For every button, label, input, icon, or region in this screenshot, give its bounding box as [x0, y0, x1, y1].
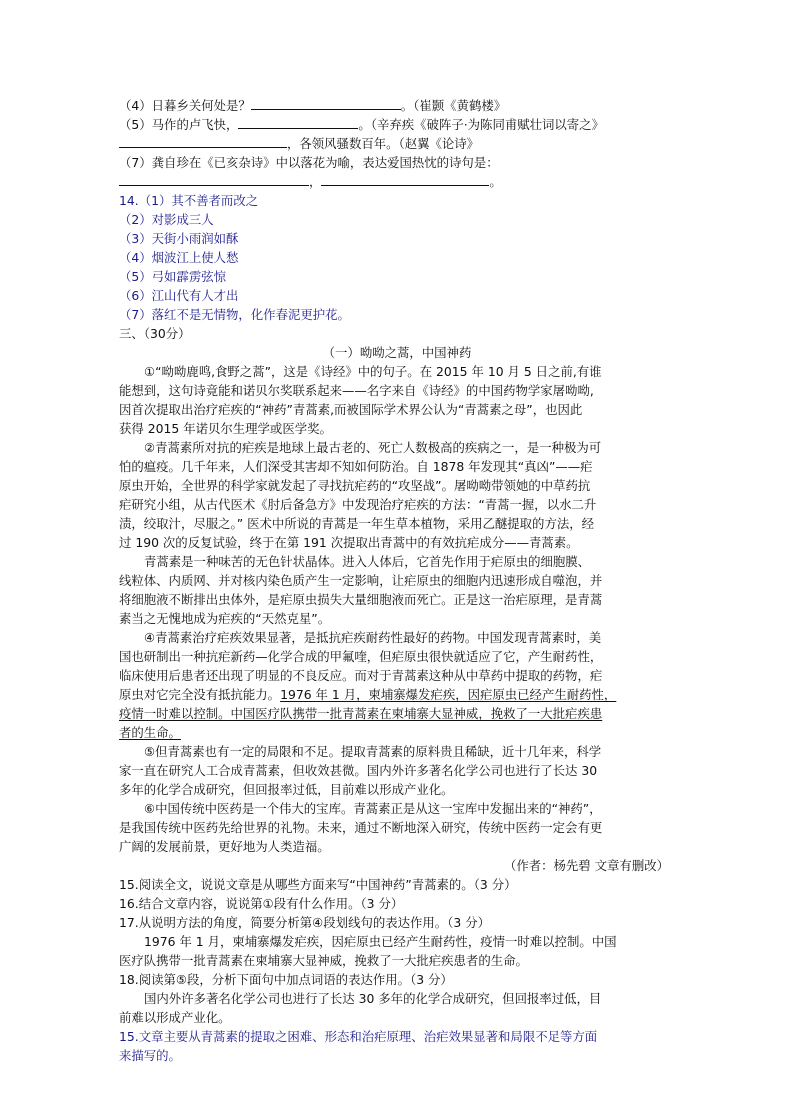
paragraph-2: ②青蒿素所对抗的疟疾是地球上最古老的、死亡人数极高的疾病之一，是一种极为可 怕的瘟疫。几千年来，人们深受其害却不知如何防治。自 1878 年发现其“真凶”——疟 原虫开始，全世界的科学家就发起了寻找抗疟药的“攻坚战”。屠呦呦带领她的中草药抗 疟研究小组，从古代医术《肘后备急方》中发现治疗疟疾的方法：“青蒿一握，以水二升 渍，绞取汁，尽服之。” 医术中所说的青蒿是一年生草本植物，采用乙醚提取的方法，经 过 190 次的反复试验，终于在第 191 次提取出青蒿中的有效抗疟成分——青蒿素。 — [119, 440, 602, 550]
paragraph-1: ①“呦呦鹿鸣,食野之蒿”，这是《诗经》中的句子。在 2015 年 10 月 5 日之前,有谁 能想到，这句诗竟能和诺贝尔奖联系起来——名字来自《诗经》的中国药物学家屠呦呦, 因首次提取出治疗疟疾的“神药”青蒿素,而被国际学术界公认为“青蒿素之母”，也因此 获得 2015 年诺贝尔生理学或医学奖。 — [119, 364, 602, 436]
answer-line: （3）天街小雨润如酥 — [119, 231, 239, 246]
answer-15: 15.文章主要从青蒿素的提取之困难、形态和治疟原理、治疟效果显著和局限不足等方面 — [119, 1029, 598, 1044]
document-page — [119, 96, 675, 1065]
question-17-quote: 1976 年 1 月，柬埔寨爆发疟疾，因疟原虫已经产生耐药性，疫情一时难以控制。中国 — [144, 934, 617, 949]
underlined-sentence: 1976 年 1 月，柬埔寨爆发疟疾，因疟原虫已经产生耐药性， — [280, 687, 617, 702]
underlined-sentence: 者的生命。 — [119, 725, 181, 740]
answer-15: 来描写的。 — [119, 1048, 181, 1063]
answer-line: （4）烟波江上使人愁 — [119, 250, 239, 265]
answer-line: （7）落红不是无情物，化作春泥更护花。 — [119, 307, 350, 322]
section-title: 三、（30分） — [119, 326, 191, 341]
answer-line: 14.（1）其不善者而改之 — [119, 193, 259, 208]
article-author: （作者：杨先碧 文章有删改） — [503, 858, 669, 873]
question-18: 18.阅读第⑤段，分析下面句中加点词语的表达作用。（3 分） — [119, 972, 453, 987]
paragraph-3: 青蒿素是一种味苦的无色针状晶体。进入人体后，它首先作用于疟原虫的细胞膜、 线粒体、内质网、并对核内染色质产生一定影响，让疟原虫的细胞内迅速形成自噬泡，并 将细胞液不断排出虫体外，是疟原虫损失大量细胞液而死亡。正是这一治疟原理，是青蒿 素当之无愧地成为疟疾的“天然克星”。 — [119, 554, 603, 626]
paragraph-6: ⑥中国传统中医药是一个伟大的宝库。青蒿素正是从这一宝库中发掘出来的“神药”， 是我国传统中医药先给世界的礼物。未来，通过不断地深入研究，传统中医药一定会有更 广阔的发展前景，更好地为人类造福。 — [119, 801, 603, 854]
answer-line: （6）江山代有人才出 — [119, 288, 239, 303]
question-line-7: （7）龚自珍在《已亥杂诗》中以落花为喻，表达爱国热忱的诗句是： — [119, 155, 499, 170]
question-line-5: （5）马作的卢飞快， 。（辛弃疾《破阵子·为陈同甫赋壮词以寄之》 — [119, 117, 604, 132]
question-line-4: （4）日暮乡关何处是？ 。（崔颢《黄鹤楼》 — [119, 98, 507, 113]
answer-blank — [321, 172, 489, 186]
answer-blank — [119, 172, 309, 186]
question-15: 15.阅读全文，说说文章是从哪些方面来写“中国神药”青蒿素的。（3 分） — [119, 877, 517, 892]
answer-blank — [119, 134, 287, 148]
question-line-7-blanks: ， 。 — [119, 172, 675, 191]
question-18-quote: 国内外许多著名化学公司也进行了长达 30 多年的化学合成研究，但回报率过低，目 — [144, 991, 602, 1006]
question-17-quote: 医疗队携带一批青蒿素在柬埔寨大显神威，挽救了一大批疟疾患者的生命。 — [119, 953, 528, 968]
question-16: 16.结合文章内容，说说第①段有什么作用。（3 分） — [119, 896, 404, 911]
paragraph-4: ④青蒿素治疗疟疾效果显著，是抵抗疟疾耐药性最好的药物。中国发现青蒿素时，美 国也研制出一种抗疟新药—化学合成的甲氟喹，但疟原虫很快就适应了它，产生耐药性， 临床使用后患者还出现了明显的不良反应。而对于青蒿素这种从中草药中提取的药物，疟 原虫对它完全没有抵抗能力。1976 年 1 月，柬埔寨爆发疟疾，因疟原虫已经产生耐药性， 疫情一时难以控制。中国医疗队携带一批青蒿素在柬埔寨大显神威，挽救了一大批疟疾患 者的生命。 — [119, 630, 617, 740]
answers-14 — [119, 191, 675, 324]
answer-line: （5）弓如霹雳弦惊 — [119, 269, 227, 284]
question-line-6: ，各领风骚数百年。（赵翼《论诗》 — [119, 134, 675, 153]
underlined-sentence: 疫情一时难以控制。中国医疗队携带一批青蒿素在柬埔寨大显神威，挽救了一大批疟疾患 — [119, 706, 603, 721]
answer-blank — [251, 96, 401, 110]
answer-line: （2）对影成三人 — [119, 212, 214, 227]
question-18-quote: 前难以形成产业化。 — [119, 1010, 231, 1025]
question-17: 17.从说明方法的角度，简要分析第④段划线句的表达作用。（3 分） — [119, 915, 490, 930]
answer-blank — [238, 115, 358, 129]
paragraph-5: ⑤但青蒿素也有一定的局限和不足。提取青蒿素的原料贵且稀缺，近十几年来，科学 家一直在研究人工合成青蒿素，但收效甚微。国内外许多著名化学公司也进行了长达 30 多年的化学合成研究，但回报率过低，目前难以形成产业化。 — [119, 744, 602, 797]
article-title: （一）呦呦之蒿，中国神药 — [322, 345, 472, 360]
